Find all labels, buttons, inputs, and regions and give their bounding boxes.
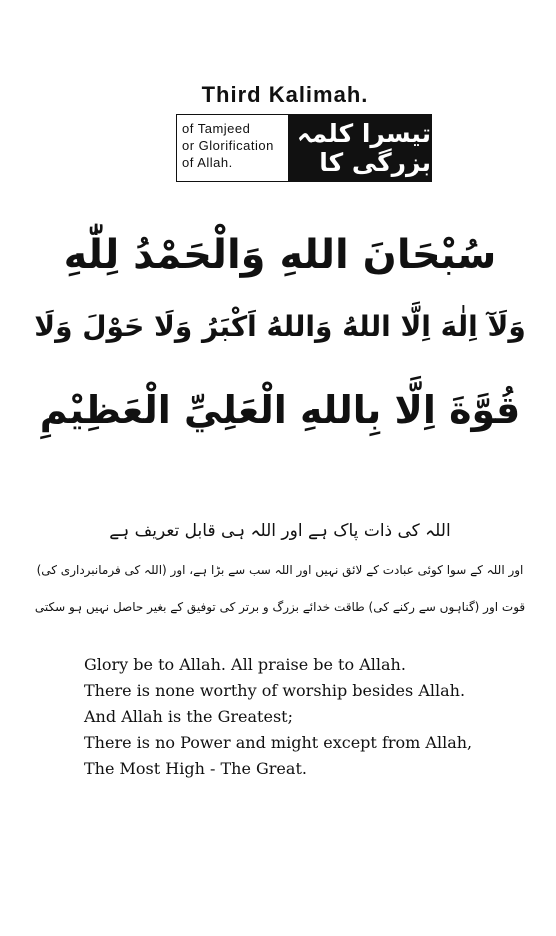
header-english-label <box>177 115 289 181</box>
arabic-line: قُوَّةَ اِلَّا بِاللهِ الْعَلِيِّ الْعَظِيْمِ <box>39 388 521 432</box>
arabic-line: سُبْحَانَ اللهِ وَالْحَمْدُ لِلّٰهِ <box>63 232 497 278</box>
urdu-translation-line: اللہ کی ذات پاک ہے اور اللہ ہی قابل تعریف ہے <box>109 521 451 541</box>
header-english-line: of Allah. <box>182 155 233 170</box>
urdu-translation-line: قوت اور (گناہوں سے رکنے کی) طاقت خدائے بزرگ و برتر کی توفیق کے بغیر حاصل نہیں ہو سکتی <box>34 600 526 614</box>
header-english-line: of Tamjeed <box>182 121 251 136</box>
header-urdu-label: تیسرا کلمہ بزرگی کا <box>289 115 431 181</box>
english-translation <box>84 652 524 782</box>
english-translation-line: And Allah is the Greatest; <box>84 707 293 726</box>
english-translation-line: There is none worthy of worship besides Allah. <box>84 681 466 700</box>
header-english-line: or Glorification <box>182 138 274 153</box>
english-translation-line: There is no Power and might except from Allah, <box>84 733 473 752</box>
arabic-line: وَلَآ اِلٰهَ اِلَّا اللهُ وَاللهُ اَكْبَرُ وَلَا حَوْلَ وَلَا <box>34 310 526 343</box>
english-translation-line: The Most High - The Great. <box>84 759 307 778</box>
english-translation-line: Glory be to Allah. All praise be to Allah. <box>84 655 406 674</box>
page-title: Third Kalimah. <box>201 82 369 107</box>
kalimah-header-box <box>176 114 432 182</box>
urdu-translation-line: اور اللہ کے سوا کوئی عبادت کے لائق نہیں اور اللہ سب سے بڑا ہے، اور (اللہ کی فرمانبرداری کی) <box>36 563 524 577</box>
